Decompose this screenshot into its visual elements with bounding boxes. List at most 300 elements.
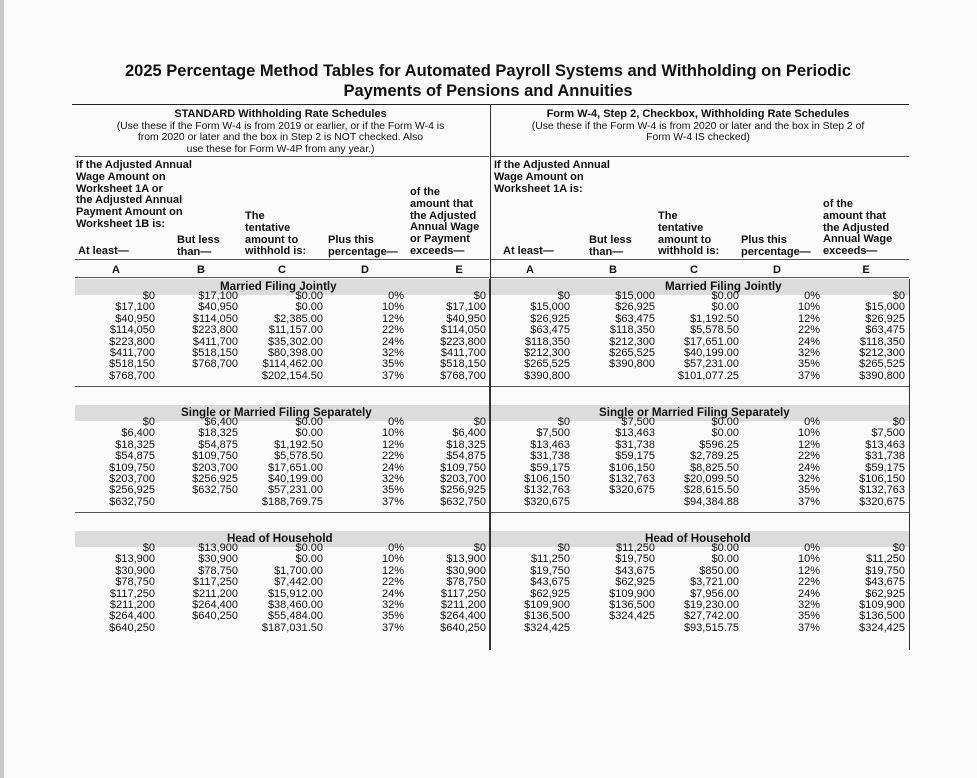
table-row [0, 600, 977, 611]
table-row [0, 463, 977, 474]
cell-but-less: $7,500 [621, 416, 655, 428]
cell-percentage: 12% [381, 312, 404, 325]
cell-percentage: 0% [804, 542, 820, 554]
cell-tentative-amount: $0.00 [295, 542, 323, 554]
right-column-letter: E [862, 264, 870, 276]
cell-but-less: $518,150 [192, 347, 238, 359]
cell-percentage: 32% [381, 599, 404, 611]
cell-excess-over: $7,500 [871, 427, 905, 440]
cell-excess-over: $632,750 [440, 495, 486, 508]
section-title: Single or Married Filing Separately [599, 406, 790, 419]
cell-at-least: $265,525 [524, 358, 570, 371]
table-row [0, 314, 977, 325]
cell-at-least: $768,700 [109, 369, 155, 382]
cell-but-less: $30,900 [198, 553, 238, 566]
cell-but-less: $19,750 [615, 553, 655, 566]
left-heading-rule [75, 156, 489, 157]
right-col-header-line: withhold is: [658, 245, 720, 258]
cell-percentage: 12% [797, 438, 820, 451]
table-row [0, 589, 977, 600]
cell-percentage: 10% [797, 427, 820, 440]
cell-percentage: 12% [797, 564, 820, 577]
cell-percentage: 10% [797, 553, 820, 566]
cell-excess-over: $518,150 [440, 358, 486, 371]
cell-excess-over: $411,700 [440, 347, 486, 359]
checkbox-schedule-title: Form W-4, Step 2, Checkbox, Withholding Rate Schedules [546, 108, 850, 120]
table-row [0, 543, 977, 554]
cell-at-least: $15,000 [530, 301, 570, 314]
cell-percentage: 35% [381, 358, 404, 371]
page-title-line-2: Payments of Pensions and Annuities [343, 82, 633, 100]
table-row [0, 348, 977, 359]
cell-tentative-amount: $0.00 [711, 542, 739, 554]
cell-excess-over: $78,750 [446, 576, 486, 589]
cell-tentative-amount: $2,385.00 [274, 312, 323, 325]
cell-at-least: $0 [142, 416, 155, 428]
cell-excess-over: $0 [892, 290, 905, 302]
left-col-header-line: of the [410, 186, 440, 198]
cell-excess-over: $15,000 [865, 301, 905, 314]
cell-tentative-amount: $0.00 [295, 416, 323, 428]
right-col-header-line: of the [823, 198, 853, 210]
left-row-header-line: Worksheet 1A or [76, 182, 163, 195]
cell-tentative-amount: $101,077.25 [677, 369, 739, 382]
cell-tentative-amount: $15,912.00 [267, 587, 323, 600]
cell-at-least: $31,738 [530, 450, 570, 463]
cell-excess-over: $17,100 [446, 301, 486, 314]
cell-at-least: $19,750 [530, 564, 570, 577]
right-row-header-line: Wage Amount on [494, 170, 584, 183]
cell-at-least: $62,925 [530, 587, 570, 600]
right-row-header [494, 160, 610, 195]
cell-tentative-amount: $17,651.00 [683, 335, 739, 348]
cell-tentative-amount: $187,031.50 [261, 621, 323, 634]
cell-at-least: $26,925 [530, 312, 570, 325]
cell-percentage: 0% [388, 416, 404, 428]
left-col-header-line: the Adjusted [410, 209, 477, 222]
cell-excess-over: $40,950 [446, 312, 486, 325]
cell-tentative-amount: $0.00 [295, 553, 323, 566]
right-row-header-line: Worksheet 1A is: [494, 182, 583, 195]
left-header-rule [75, 259, 489, 260]
cell-excess-over: $54,875 [446, 450, 486, 463]
cell-but-less: $78,750 [198, 564, 238, 577]
cell-but-less: $324,425 [609, 610, 655, 623]
cell-percentage: 35% [797, 358, 820, 371]
cell-but-less: $390,800 [609, 358, 655, 371]
left-col-header-line: But less [177, 234, 220, 246]
cell-excess-over: $11,250 [866, 553, 905, 566]
cell-but-less: $203,700 [192, 461, 238, 474]
cell-but-less: $212,300 [609, 335, 655, 348]
cell-at-least: $256,925 [109, 484, 155, 497]
cell-excess-over: $223,800 [440, 335, 486, 348]
cell-at-least: $117,250 [109, 587, 155, 600]
left-column-letter: A [112, 264, 120, 276]
right-col-header-at-least: At least— [503, 245, 554, 257]
table-row [0, 451, 977, 462]
left-col-header-line: percentage— [328, 245, 398, 258]
cell-at-least: $390,800 [524, 369, 570, 382]
right-col-header-line: amount that [823, 209, 886, 222]
cell-percentage: 22% [797, 324, 820, 337]
cell-at-least: $7,500 [536, 427, 570, 440]
cell-tentative-amount: $3,721.00 [690, 576, 739, 589]
cell-percentage: 35% [381, 484, 404, 497]
cell-but-less: $768,700 [192, 358, 238, 371]
cell-excess-over: $114,050 [440, 324, 486, 337]
cell-tentative-amount: $40,199.00 [267, 473, 323, 485]
cell-excess-over: $26,925 [865, 312, 905, 325]
cell-at-least: $132,763 [524, 484, 570, 497]
section-title: Single or Married Filing Separately [181, 406, 372, 419]
cell-percentage: 10% [381, 301, 404, 314]
right-col-header-but-less [589, 235, 632, 259]
cell-tentative-amount: $188,769.75 [261, 495, 323, 508]
right-letter-rule [491, 277, 909, 278]
cell-but-less: $136,500 [609, 599, 655, 611]
right-col-header-tentative [658, 211, 719, 258]
table-row [0, 302, 977, 313]
cell-percentage: 10% [381, 427, 404, 440]
right-heading-rule [491, 156, 909, 157]
cell-percentage: 32% [797, 347, 820, 359]
cell-percentage: 24% [381, 461, 404, 474]
table-row [0, 337, 977, 348]
cell-at-least: $0 [557, 290, 570, 302]
left-col-header-line: withhold is: [245, 245, 307, 258]
cell-excess-over: $768,700 [440, 369, 486, 382]
cell-percentage: 10% [381, 553, 404, 566]
left-row-header [76, 160, 192, 231]
cell-but-less: $264,400 [192, 599, 238, 611]
table-row [0, 623, 977, 634]
cell-tentative-amount: $596.25 [699, 438, 739, 451]
cell-but-less: $132,763 [609, 473, 655, 485]
right-col-header-line: tentative [658, 221, 704, 234]
scrollbar-edge [0, 0, 4, 778]
cell-excess-over: $109,750 [440, 461, 486, 474]
cell-at-least: $63,475 [530, 324, 570, 337]
right-column-letter: A [526, 264, 534, 276]
cell-percentage: 22% [381, 450, 404, 463]
checkbox-schedule-heading [493, 109, 903, 144]
cell-excess-over: $30,900 [446, 564, 486, 577]
cell-excess-over: $320,675 [859, 495, 905, 508]
cell-tentative-amount: $94,384.88 [683, 495, 739, 508]
cell-at-least: $223,800 [109, 335, 155, 348]
cell-tentative-amount: $5,578.50 [274, 450, 323, 463]
right-col-header-line: the Adjusted [823, 221, 890, 234]
checkbox-schedule-note-2: Form W-4 IS checked) [646, 132, 750, 143]
cell-but-less: $265,525 [609, 347, 655, 359]
cell-excess-over: $640,250 [440, 621, 486, 634]
cell-but-less: $62,925 [615, 576, 655, 589]
right-col-header-line: percentage— [741, 245, 811, 258]
cell-tentative-amount: $35,302.00 [267, 335, 323, 348]
cell-but-less: $54,875 [198, 438, 238, 451]
section-rule [75, 512, 489, 513]
section-rule [491, 386, 909, 387]
right-col-header-plus [741, 235, 811, 259]
cell-but-less: $109,750 [192, 450, 238, 463]
left-row-header-line: Worksheet 1B is: [76, 217, 166, 230]
cell-but-less: $18,325 [198, 427, 238, 440]
cell-at-least: $320,675 [524, 495, 570, 508]
cell-at-least: $118,350 [524, 335, 570, 348]
cell-percentage: 22% [381, 576, 404, 589]
left-column-letter: C [278, 264, 286, 276]
cell-percentage: 32% [381, 347, 404, 359]
cell-but-less: $118,350 [609, 324, 655, 337]
cell-but-less: $106,150 [609, 461, 655, 474]
cell-percentage: 24% [797, 461, 820, 474]
cell-but-less: $411,700 [192, 335, 238, 348]
cell-excess-over: $18,325 [446, 438, 486, 451]
cell-but-less: $223,800 [192, 324, 238, 337]
cell-excess-over: $118,350 [859, 335, 905, 348]
cell-at-least: $13,900 [115, 553, 155, 566]
cell-percentage: 0% [388, 542, 404, 554]
page-title-line-1: 2025 Percentage Method Tables for Automated Payroll Systems and Withholding on Periodic [125, 62, 851, 80]
standard-schedule-title: STANDARD Withholding Rate Schedules [174, 108, 387, 120]
left-letter-rule [75, 277, 489, 278]
cell-percentage: 12% [797, 312, 820, 325]
table-row [0, 417, 977, 428]
right-column-letter: B [609, 264, 617, 276]
cell-tentative-amount: $0.00 [711, 416, 739, 428]
cell-tentative-amount: $17,651.00 [267, 461, 323, 474]
cell-tentative-amount: $1,700.00 [274, 564, 323, 577]
section-title: Head of Household [645, 532, 751, 545]
cell-at-least: $136,500 [524, 610, 570, 623]
right-col-header-excess [823, 199, 892, 258]
cell-excess-over: $106,150 [859, 473, 905, 485]
left-col-header-plus [328, 235, 398, 259]
left-col-header-line: amount that [410, 197, 473, 210]
right-column-letter: D [773, 264, 781, 276]
cell-at-least: $0 [557, 542, 570, 554]
cell-excess-over: $62,925 [865, 587, 905, 600]
table-row [0, 440, 977, 451]
cell-tentative-amount: $40,199.00 [683, 347, 739, 359]
cell-percentage: 37% [797, 495, 820, 508]
cell-excess-over: $324,425 [859, 621, 905, 634]
left-col-header-line: than— [177, 245, 212, 258]
left-col-header-at-least: At least— [78, 245, 129, 257]
table-row [0, 359, 977, 370]
table-row [0, 371, 977, 382]
right-col-header-line: But less [589, 234, 632, 246]
cell-but-less: $256,925 [192, 473, 238, 485]
cell-tentative-amount: $80,398.00 [267, 347, 323, 359]
table-row [0, 566, 977, 577]
cell-at-least: $43,675 [530, 576, 570, 589]
cell-tentative-amount: $20,099.50 [683, 473, 739, 485]
cell-percentage: 35% [797, 610, 820, 623]
table-row [0, 497, 977, 508]
cell-percentage: 10% [797, 301, 820, 314]
standard-schedule-heading [75, 109, 486, 155]
standard-schedule-note-3: use these for Form W-4P from any year.) [186, 143, 375, 155]
cell-but-less: $114,050 [192, 312, 238, 325]
cell-excess-over: $109,900 [859, 599, 905, 611]
cell-at-least: $13,463 [530, 438, 570, 451]
cell-percentage: 37% [381, 369, 404, 382]
cell-percentage: 0% [804, 416, 820, 428]
cell-at-least: $106,150 [524, 473, 570, 485]
cell-excess-over: $59,175 [865, 461, 905, 474]
left-col-header-line: Annual Wage [410, 221, 480, 234]
section-rule [75, 386, 489, 387]
cell-at-least: $109,750 [109, 461, 155, 474]
cell-percentage: 0% [804, 290, 820, 302]
left-row-header-line: the Adjusted Annual [76, 194, 183, 207]
cell-excess-over: $212,300 [859, 347, 905, 359]
cell-but-less: $6,400 [204, 416, 238, 428]
cell-excess-over: $0 [892, 542, 905, 554]
right-col-header-line: amount to [658, 233, 712, 246]
cell-but-less: $15,000 [615, 290, 655, 302]
right-col-header-line: Plus this [741, 234, 787, 246]
cell-tentative-amount: $11,157.00 [268, 324, 323, 337]
cell-excess-over: $31,738 [865, 450, 905, 463]
cell-percentage: 0% [388, 290, 404, 302]
table-row [0, 611, 977, 622]
cell-excess-over: $19,750 [865, 564, 905, 577]
left-row-header-line: Payment Amount on [76, 206, 183, 219]
cell-percentage: 37% [381, 621, 404, 634]
cell-at-least: $11,250 [531, 553, 570, 566]
cell-percentage: 12% [381, 564, 404, 577]
cell-percentage: 24% [381, 587, 404, 600]
cell-percentage: 22% [797, 450, 820, 463]
cell-at-least: $6,400 [121, 427, 155, 440]
cell-tentative-amount: $28,615.50 [683, 484, 739, 497]
cell-at-least: $0 [142, 290, 155, 302]
right-col-header-line: The [658, 210, 678, 222]
cell-but-less: $63,475 [615, 312, 655, 325]
cell-percentage: 24% [797, 587, 820, 600]
section-title: Head of Household [227, 532, 333, 545]
cell-tentative-amount: $7,956.00 [690, 587, 739, 600]
cell-at-least: $632,750 [109, 495, 155, 508]
left-column-letter: E [455, 264, 463, 276]
cell-at-least: $0 [142, 542, 155, 554]
cell-tentative-amount: $0.00 [711, 290, 739, 302]
cell-percentage: 22% [381, 324, 404, 337]
cell-excess-over: $0 [473, 290, 486, 302]
cell-at-least: $518,150 [109, 358, 155, 371]
cell-but-less: $17,100 [198, 290, 238, 302]
cell-at-least: $40,950 [115, 312, 155, 325]
cell-excess-over: $6,400 [452, 427, 486, 440]
cell-at-least: $324,425 [524, 621, 570, 634]
cell-tentative-amount: $202,154.50 [261, 369, 323, 382]
table-row [0, 474, 977, 485]
left-col-header-but-less [177, 235, 220, 259]
cell-but-less: $109,900 [609, 587, 655, 600]
cell-excess-over: $13,463 [865, 438, 905, 451]
cell-excess-over: $390,800 [859, 369, 905, 382]
cell-at-least: $109,900 [524, 599, 570, 611]
cell-tentative-amount: $0.00 [711, 427, 739, 440]
table-row [0, 428, 977, 439]
cell-tentative-amount: $19,230.00 [683, 599, 739, 611]
cell-tentative-amount: $0.00 [295, 290, 323, 302]
standard-schedule-note-2: from 2020 or later and the box in Step 2 is NOT checked. Also [137, 132, 424, 143]
cell-at-least: $17,100 [115, 301, 155, 314]
section-title: Married Filing Jointly [220, 280, 337, 293]
cell-tentative-amount: $57,231.00 [683, 358, 739, 371]
cell-but-less: $117,250 [192, 576, 238, 589]
cell-tentative-amount: $7,442.00 [274, 576, 323, 589]
cell-percentage: 12% [381, 438, 404, 451]
cell-but-less: $31,738 [615, 438, 655, 451]
cell-at-least: $54,875 [115, 450, 155, 463]
cell-at-least: $264,400 [109, 610, 155, 623]
cell-percentage: 22% [797, 576, 820, 589]
table-row [0, 485, 977, 496]
cell-tentative-amount: $114,462.00 [262, 358, 323, 371]
cell-tentative-amount: $1,192.50 [274, 438, 323, 451]
left-col-header-line: or Payment [410, 233, 470, 246]
cell-at-least: $114,050 [109, 324, 155, 337]
section-rule [491, 512, 909, 513]
cell-excess-over: $63,475 [865, 324, 905, 337]
cell-excess-over: $43,675 [865, 576, 905, 589]
cell-tentative-amount: $0.00 [295, 427, 323, 440]
left-column-letter: D [361, 264, 369, 276]
cell-percentage: 35% [797, 484, 820, 497]
left-col-header-tentative [245, 211, 306, 258]
cell-tentative-amount: $850.00 [699, 564, 739, 577]
cell-at-least: $640,250 [109, 621, 155, 634]
cell-but-less: $211,200 [192, 587, 238, 600]
cell-tentative-amount: $5,578.50 [690, 324, 739, 337]
cell-percentage: 24% [381, 335, 404, 348]
cell-at-least: $78,750 [115, 576, 155, 589]
cell-excess-over: $0 [473, 416, 486, 428]
table-row [0, 554, 977, 565]
right-header-rule [491, 259, 909, 260]
cell-excess-over: $132,763 [859, 484, 905, 497]
cell-percentage: 35% [381, 610, 404, 623]
right-col-header-line: Annual Wage [823, 233, 893, 246]
right-row-header-line: If the Adjusted Annual [494, 159, 610, 171]
cell-excess-over: $256,925 [440, 484, 486, 497]
cell-at-least: $211,200 [109, 599, 155, 611]
cell-percentage: 24% [797, 335, 820, 348]
cell-at-least: $203,700 [109, 473, 155, 485]
cell-tentative-amount: $1,192.50 [690, 312, 739, 325]
cell-at-least: $0 [557, 416, 570, 428]
cell-at-least: $59,175 [530, 461, 570, 474]
table-row [0, 577, 977, 588]
cell-percentage: 37% [797, 369, 820, 382]
cell-tentative-amount: $0.00 [711, 553, 739, 566]
cell-but-less: $26,925 [615, 301, 655, 314]
section-title: Married Filing Jointly [665, 280, 782, 293]
cell-tentative-amount: $2,789.25 [690, 450, 739, 463]
right-column-letter: C [690, 264, 698, 276]
cell-tentative-amount: $27,742.00 [683, 610, 739, 623]
cell-percentage: 37% [381, 495, 404, 508]
cell-at-least: $30,900 [115, 564, 155, 577]
left-col-header-line: tentative [245, 221, 291, 234]
cell-tentative-amount: $8,825.50 [690, 461, 739, 474]
standard-schedule-note-1: (Use these if the Form W-4 is from 2019 or earlier, or if the Form W-4 is [116, 120, 445, 132]
